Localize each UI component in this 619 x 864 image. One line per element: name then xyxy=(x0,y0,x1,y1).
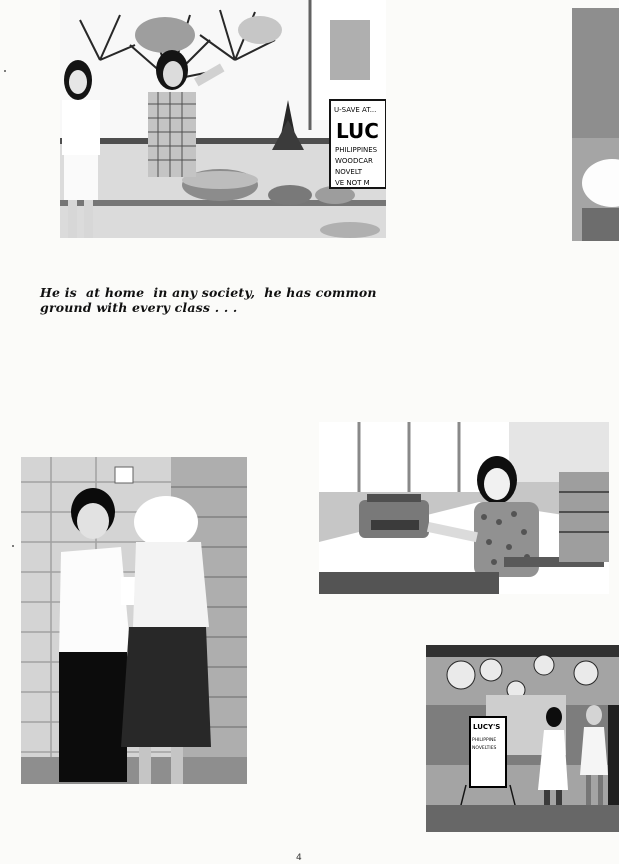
shop-sign-line-2: LUC xyxy=(336,119,379,143)
photo-edge-crop xyxy=(572,8,619,241)
stall-sign-line-2: PHILIPPINE xyxy=(472,738,497,743)
speck xyxy=(12,545,14,547)
speck xyxy=(4,70,6,72)
stall-sign-line-1: LUCY'S xyxy=(473,723,501,731)
caption-line-2: ground with every class . . . xyxy=(40,300,238,315)
photo-shop-window xyxy=(60,0,386,238)
shop-sign-line-5: NOVELT xyxy=(335,168,363,176)
shop-sign-line-6: VE NOT M xyxy=(335,179,370,187)
shop-sign-line-4: WOODCAR xyxy=(335,157,373,165)
shop-sign-line-1: U-SAVE AT... xyxy=(334,106,377,114)
caption-line-1: He is at home in any society, he has common xyxy=(40,285,377,300)
photo-typewriter xyxy=(319,422,609,594)
caption xyxy=(40,285,420,315)
photo-couple xyxy=(21,457,247,784)
page-number: 4 xyxy=(296,853,302,863)
stall-sign-line-3: NOVELTIES xyxy=(472,746,497,751)
photo-stall xyxy=(426,645,619,832)
shop-sign-line-3: PHILIPPINES xyxy=(335,146,378,154)
